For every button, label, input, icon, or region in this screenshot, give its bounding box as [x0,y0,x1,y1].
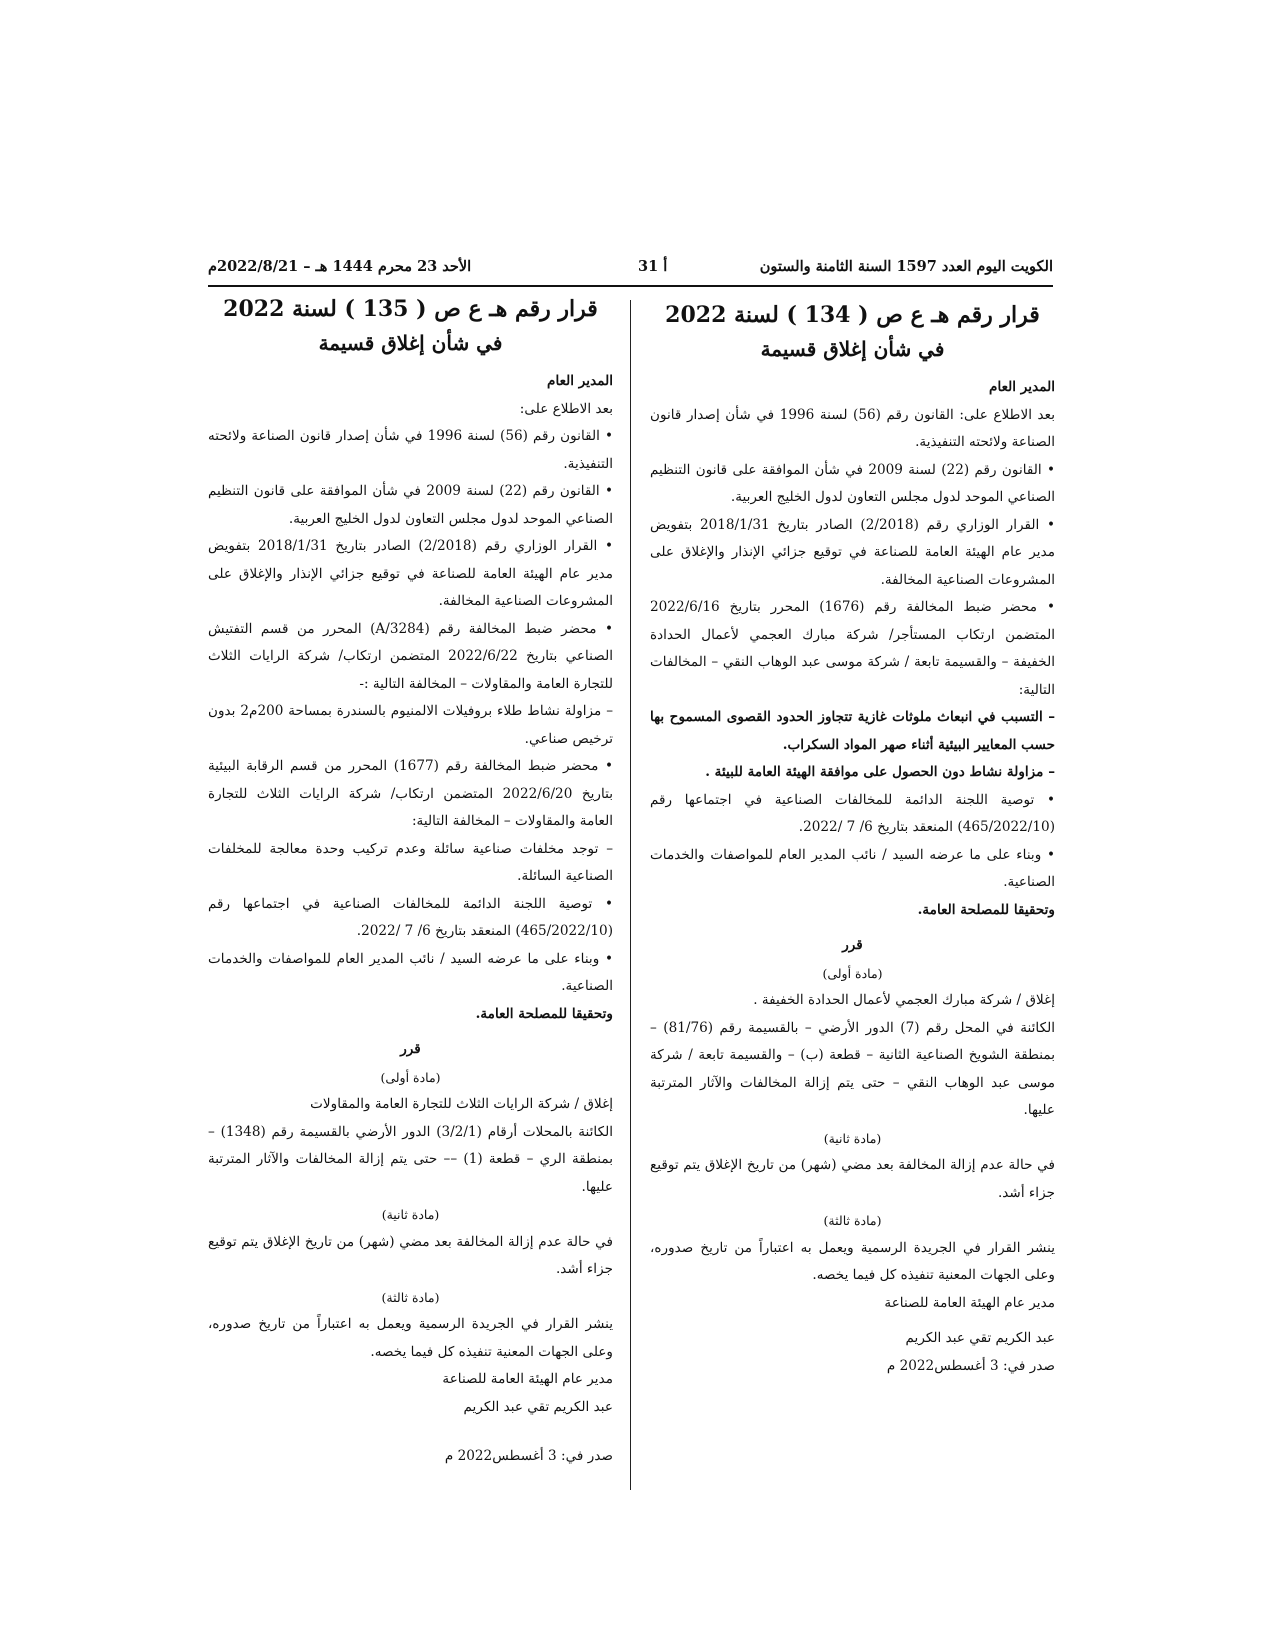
decision-134-title: قرار رقم هـ ع ص ( 134 ) لسنة 2022 [665,302,1040,328]
decision-134-para: – التسبب في انبعاث ملوثات غازية تتجاوز الحدود القصوى المسموح بها حسب المعايير البيئية أثناء صهر المواد السكراب. [650,709,1055,753]
decision-135-para: • توصية اللجنة الدائمة للمخالفات الصناعية في اجتماعها رقم (465/2022/10) المنعقد بتاريخ 6/ 7 /2022. [208,895,613,939]
decision-135-article-1: الكائنة بالمحلات أرقام (3/2/1) الدور الأرضي بالقسيمة رقم (1348) – بمنطقة الري – قطعة (1) –– حتى يتم إزالة المخالفات والآثار المترتبة عليها. [208,1123,614,1195]
decision-134-decided: قرر [842,937,863,953]
decision-134-signer-name: عبد الكريم تقي عبد الكريم [905,1330,1055,1346]
decision-134-article-1: إغلاق / شركة مبارك العجمي لأعمال الحدادة الخفيفة . [753,992,1055,1008]
decision-135-decided: قرر [400,1041,421,1057]
decision-135-column [208,292,613,1471]
decision-135-signer-name: عبد الكريم تقي عبد الكريم [463,1398,613,1415]
decision-135-issued-date: صدر في: 3 أغسطس2022 م [444,1448,613,1464]
decision-135-para: – توجد مخلفات صناعية سائلة وعدم تركيب وحدة معالجة للمخلفات الصناعية السائلة. [208,840,613,884]
decision-135-article-1-label: (مادة أولى) [380,1069,441,1085]
decision-134-para: – مزاولة نشاط دون الحصول على موافقة الهيئة العامة للبيئة . [705,764,1055,780]
decision-135-title: قرار رقم هـ ع ص ( 135 ) لسنة 2022 [223,296,598,322]
decision-134-subtitle: في شأن إغلاق قسيمة [760,337,945,361]
decision-134-para: • وبناء على ما عرضه السيد / نائب المدير العام للمواصفات والخدمات الصناعية. [650,846,1055,890]
decision-134-article-3-label: (مادة ثالثة) [823,1213,882,1228]
page-header [208,258,1053,280]
decision-134-para: • القانون رقم (22) لسنة 2009 في شأن الموافقة على قانون التنظيم الصناعي الموحد لدول مجلس التعاون لدول الخليج العربية. [650,461,1056,505]
decision-135-article-2: في حالة عدم إزالة المخالفة بعد مضي (شهر) من تاريخ الإغلاق يتم توقيع جزاء أشد. [208,1233,613,1277]
decision-134-article-2: في حالة عدم إزالة المخالفة بعد مضي (شهر) من تاريخ الإغلاق يتم توقيع جزاء أشد. [650,1157,1055,1201]
decision-135-para: • القانون رقم (22) لسنة 2009 في شأن الموافقة على قانون التنظيم الصناعي الموحد لدول مجلس التعاون لدول الخليج العربية. [208,483,614,527]
header-gazette-info: الكويت اليوم العدد 1597 السنة الثامنة والستون [759,258,1053,275]
header-date: الأحد 23 محرم 1444 هـ – 2022/8/21م [208,258,472,275]
header-page-number: أ 31 [638,258,668,275]
decision-135-director: المدير العام [547,373,613,389]
decision-135-subtitle: في شأن إغلاق قسيمة [318,331,503,355]
decision-134-article-3: ينشر القرار في الجريدة الرسمية ويعمل به اعتباراً من تاريخ صدوره، وعلى الجهات المعنية تنفيذه كل فيما يخصه. [650,1239,1055,1283]
decision-134-para: بعد الاطلاع على: القانون رقم (56) لسنة 1996 في شأن إصدار قانون الصناعة ولائحته التنفيذية. [650,406,1055,450]
decision-135-para: • وبناء على ما عرضه السيد / نائب المدير العام للمواصفات والخدمات الصناعية. [208,950,613,994]
header-rule [208,285,1053,287]
decision-134-para: • توصية اللجنة الدائمة للمخالفات الصناعية في اجتماعها رقم (465/2022/10) المنعقد بتاريخ 6/ 7 /2022. [650,791,1055,835]
decision-134-para: وتحقيقا للمصلحة العامة. [917,901,1055,918]
decision-135-para: وتحقيقا للمصلحة العامة. [475,1005,613,1022]
decision-134-article-2-label: (مادة ثانية) [823,1130,882,1146]
decision-134-issued-date: صدر في: 3 أغسطس2022 م [886,1357,1055,1374]
decision-135-para: • محضر ضبط المخالفة رقم (1677) المحرر من قسم الرقابة البيئية بتاريخ 2022/6/20 المتضمن ارتكاب/ شركة الرايات الثلاث للتجارة العامة والمقاولات – المخالفة التالية: [208,758,613,829]
decision-134-column [650,298,1055,1380]
decision-134-article-1-label: (مادة أولى) [822,965,883,981]
column-divider [630,300,631,1490]
decision-135-article-2-label: (مادة ثانية) [381,1207,440,1222]
decision-134-article-1: الكائنة في المحل رقم (7) الدور الأرضي – بالقسيمة رقم (81/76) – بمنطقة الشويخ الصناعية الثانية – قطعة (ب) – والقسيمة تابعة / شركة موسى عبد الوهاب النقي – حتى يتم إزالة المخالفات والآثار المترتبة عليها. [650,1019,1055,1118]
decision-134-para: • القرار الوزاري رقم (2/2018) الصادر بتاريخ 2018/1/31 بتفويض مدير عام الهيئة العامة للصناعة في توقيع جزائي الإنذار والإغلاق على المشروعات الصناعية المخالفة. [650,516,1056,588]
decision-135-para: • محضر ضبط المخالفة رقم (3284/A) المحرر من قسم التفتيش الصناعي بتاريخ 2022/6/22 المتضمن ارتكاب/ شركة الرايات الثلاث للتجارة العامة والمقاولات – المخالفة التالية :- [208,620,613,692]
decision-134-signer-title: مدير عام الهيئة العامة للصناعة [884,1294,1055,1311]
decision-135-article-3-label: (مادة ثالثة) [381,1289,440,1305]
decision-135-para: بعد الاطلاع على: [519,400,613,417]
decision-135-para: • القرار الوزاري رقم (2/2018) الصادر بتاريخ 2018/1/31 بتفويض مدير عام الهيئة العامة للصناعة في توقيع جزائي الإنذار والإغلاق على المشروعات الصناعية المخالفة. [208,538,614,609]
decision-135-article-1: إغلاق / شركة الرايات الثلاث للتجارة العامة والمقاولات [310,1096,613,1112]
decision-135-para: • القانون رقم (56) لسنة 1996 في شأن إصدار قانون الصناعة ولائحته التنفيذية. [208,428,613,472]
decision-135-article-3: ينشر القرار في الجريدة الرسمية ويعمل به اعتباراً من تاريخ صدوره، وعلى الجهات المعنية تنفيذه كل فيما يخصه. [208,1316,613,1360]
decision-134-director: المدير العام [989,379,1055,395]
decision-135-para: – مزاولة نشاط طلاء بروفيلات الالمنيوم بالسندرة بمساحة 200م2 بدون ترخيص صناعي. [208,703,613,747]
decision-134-para: • محضر ضبط المخالفة رقم (1676) المحرر بتاريخ 2022/6/16 المتضمن ارتكاب المستأجر/ شركة مبارك العجمي لأعمال الحدادة الخفيفة – والقسيمة تابعة / شركة موسى عبد الوهاب النقي – المخالفات التالية: [650,599,1055,698]
decision-135-signer-title: مدير عام الهيئة العامة للصناعة [442,1371,613,1387]
